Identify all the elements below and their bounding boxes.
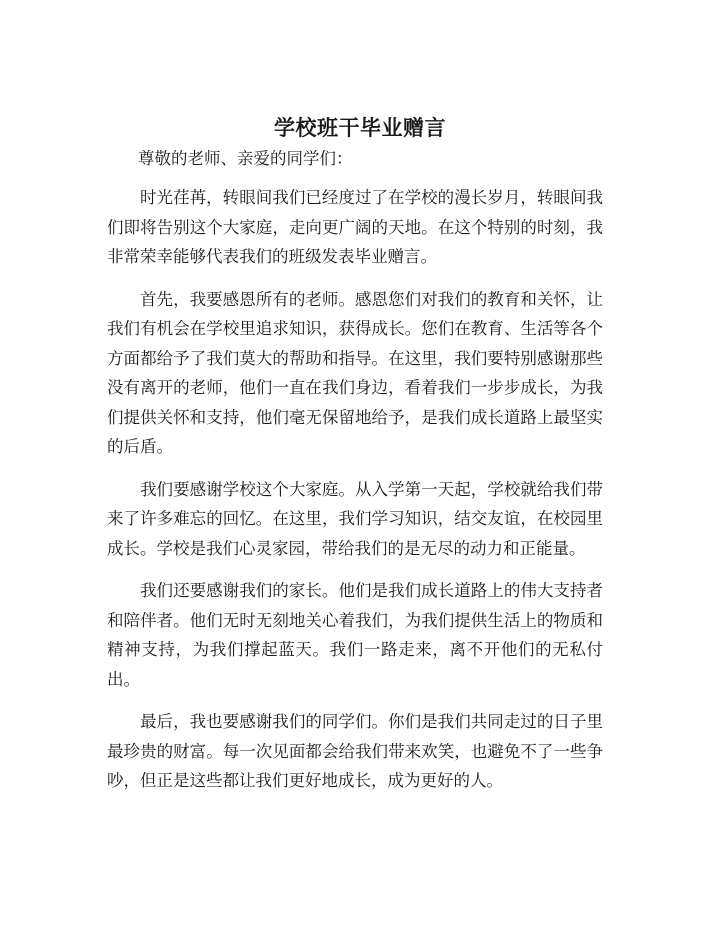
document-body — [107, 183, 603, 809]
paragraph: 首先，我要感恩所有的老师。感恩您们对我们的教育和关怀，让我们有机会在学校里追求知识，获得成长。您们在教育、生活等各个方面都给予了我们莫大的帮助和指导。在这里，我们要特别感谢那些没有离开的老师，他们一直在我们身边，看着我们一步步成长，为我们提供关怀和支持，他们毫无保留地给予，是我们成长道路上最坚实的后盾。 — [107, 289, 603, 456]
paragraph: 时光荏苒，转眼间我们已经度过了在学校的漫长岁月，转眼间我们即将告别这个大家庭，走向更广阔的天地。在这个特别的时刻，我非常荣幸能够代表我们的班级发表毕业赠言。 — [107, 188, 603, 266]
document-title: 学校班干毕业赠言 — [274, 115, 446, 140]
paragraph: 我们还要感谢我们的家长。他们是我们成长道路上的伟大支持者和陪伴者。他们无时无刻地关心着我们，为我们提供生活上的物质和精神支持，为我们撑起蓝天。我们一路走来，离不开他们的无私付出。 — [107, 581, 603, 689]
paragraph: 最后，我也要感谢我们的同学们。你们是我们共同走过的日子里最珍贵的财富。每一次见面都会给我们带来欢笑，也避免不了一些争吵，但正是这些都让我们更好地成长，成为更好的人。 — [107, 712, 603, 790]
salutation: 尊敬的老师、亲爱的同学们： — [138, 149, 353, 168]
paragraph: 我们要感谢学校这个大家庭。从入学第一天起，学校就给我们带来了许多难忘的回忆。在这里，我们学习知识，结交友谊，在校园里成长。学校是我们心灵家园，带给我们的是无尽的动力和正能量。 — [107, 479, 603, 558]
